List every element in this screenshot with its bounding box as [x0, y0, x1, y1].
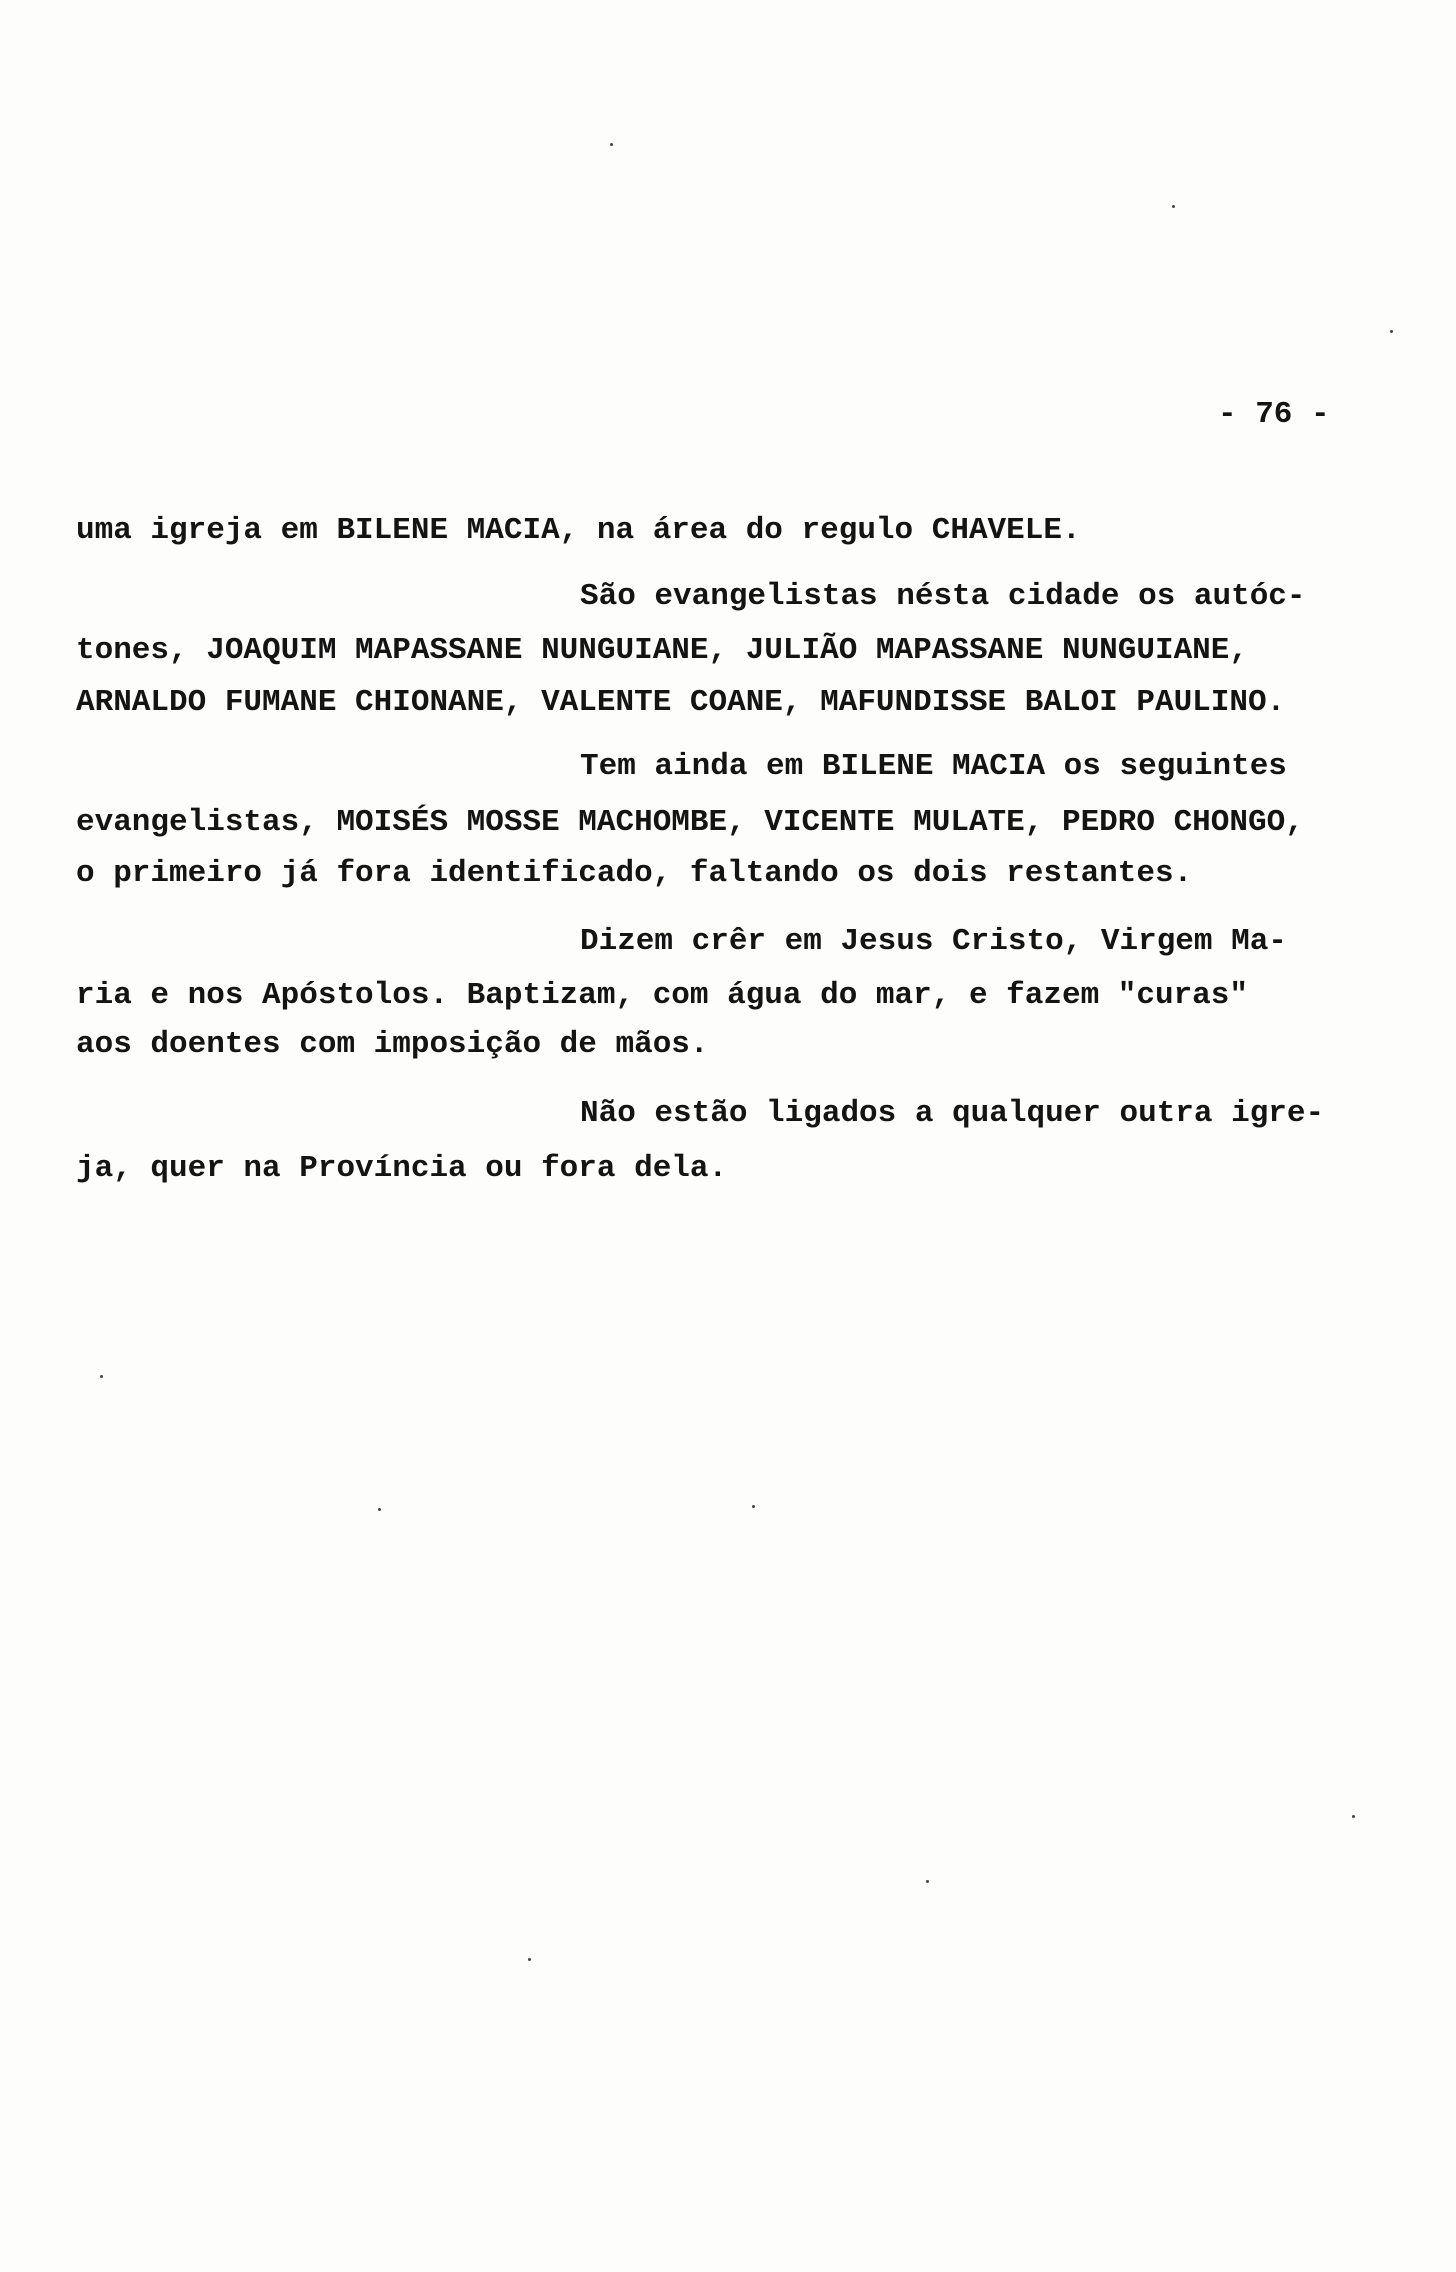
text-line: São evangelistas nésta cidade os autóc- [580, 579, 1306, 614]
scan-speck [1172, 205, 1175, 208]
scan-speck [610, 143, 613, 146]
scan-speck [1390, 330, 1393, 333]
text-line: tones, JOAQUIM MAPASSANE NUNGUIANE, JULIÃO MAPASSANE NUNGUIANE, [76, 633, 1248, 668]
scan-speck [528, 1958, 531, 1961]
text-line: Não estão ligados a qualquer outra igre- [580, 1096, 1325, 1131]
scan-speck [752, 1505, 755, 1508]
text-line: o primeiro já fora identificado, faltando os dois restantes. [76, 856, 1193, 891]
text-line: evangelistas, MOISÉS MOSSE MACHOMBE, VICENTE MULATE, PEDRO CHONGO, [76, 805, 1304, 840]
text-line: Dizem crêr em Jesus Cristo, Virgem Ma- [580, 924, 1287, 959]
scan-speck [1352, 1815, 1355, 1818]
scan-speck [100, 1375, 103, 1378]
text-line: Tem ainda em BILENE MACIA os seguintes [580, 749, 1287, 784]
text-line: aos doentes com imposição de mãos. [76, 1027, 709, 1062]
page-number: - 76 - [1218, 397, 1330, 432]
scan-speck [926, 1880, 929, 1883]
text-line: uma igreja em BILENE MACIA, na área do regulo CHAVELE. [76, 513, 1081, 548]
scan-speck [378, 1508, 381, 1511]
text-line: ja, quer na Província ou fora dela. [76, 1151, 728, 1186]
text-line: ria e nos Apóstolos. Baptizam, com água do mar, e fazem "curas" [76, 978, 1248, 1013]
text-line: ARNALDO FUMANE CHIONANE, VALENTE COANE, MAFUNDISSE BALOI PAULINO. [76, 685, 1286, 720]
